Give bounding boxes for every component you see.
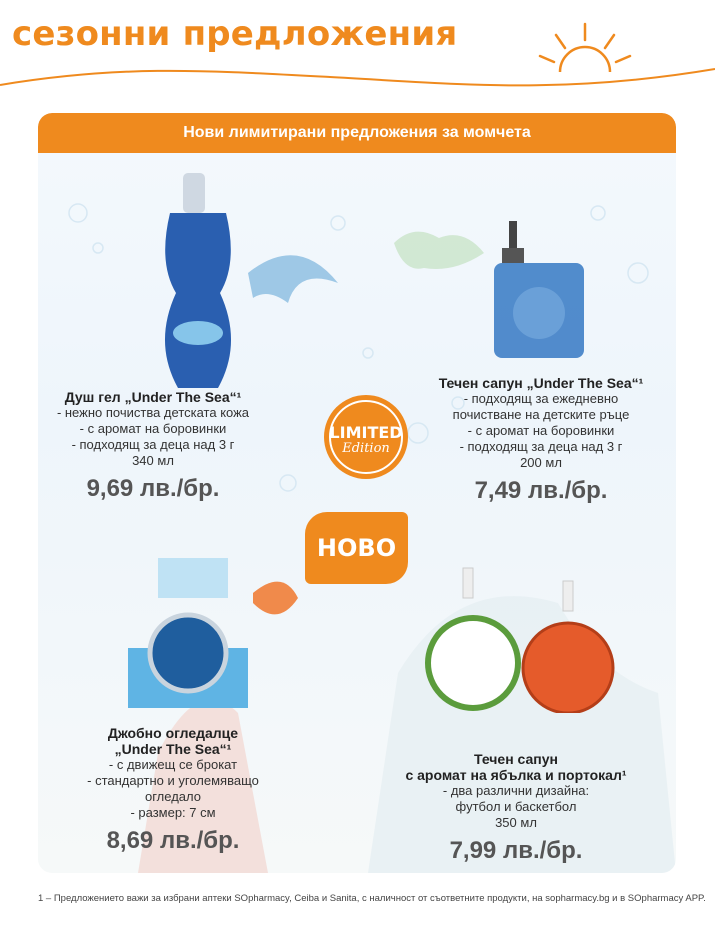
product-desc-line: футбол и баскетбол — [455, 799, 577, 814]
shower-gel-image — [158, 173, 338, 393]
product-desc-line: - подходящ за деца над 3 г — [459, 439, 623, 454]
product-desc-line: - стандартно и уголемяващо — [87, 773, 259, 788]
product-desc-line: - с аромат на боровинки — [467, 423, 615, 438]
product-desc-line: - два различни дизайна: — [442, 783, 590, 798]
product-name: с аромат на ябълка и портокал¹ — [405, 767, 627, 783]
product-pocket-mirror — [63, 725, 283, 855]
product-price: 7,49 лв./бр. — [474, 477, 608, 504]
product-name: Джобно огледалце — [107, 725, 239, 741]
page-title: сезонни предложения — [12, 14, 458, 54]
product-volume: 350 мл — [495, 815, 537, 830]
football-basketball-soap-image — [423, 563, 633, 713]
product-desc-line: - нежно почиства детската кожа — [56, 405, 250, 420]
product-volume: 200 мл — [520, 455, 562, 470]
product-desc-line: - размер: 7 см — [130, 805, 216, 820]
product-liquid-soap — [421, 375, 661, 505]
panel-title: Нови лимитирани предложения за момчета — [38, 113, 676, 153]
product-price: 8,69 лв./бр. — [106, 827, 240, 854]
product-shower-gel — [43, 389, 263, 503]
liquid-soap-image — [394, 203, 614, 373]
product-sports-soap — [376, 751, 656, 865]
product-desc-line: - подходящ за деца над 3 г — [71, 437, 235, 452]
product-desc-line: почистване на детските ръце — [452, 407, 630, 422]
product-volume: 340 мл — [132, 453, 174, 468]
product-name: „Under The Sea“¹ — [114, 741, 232, 757]
limited-edition-badge — [324, 395, 408, 479]
product-price: 7,99 лв./бр. — [449, 837, 583, 864]
pocket-mirror-image — [128, 558, 298, 713]
new-badge: НОВО — [305, 512, 408, 584]
product-price: 9,69 лв./бр. — [86, 475, 220, 502]
wave-line — [0, 55, 715, 100]
badge-limited-text: LIMITED — [329, 423, 403, 442]
badge-edition-text: Edition — [342, 441, 390, 456]
product-desc-line: - подходящ за ежедневно — [463, 391, 619, 406]
product-desc-line: огледало — [145, 789, 201, 804]
product-name: Душ гел „Under The Sea“¹ — [64, 389, 242, 405]
product-desc-line: - с движещ се брокат — [108, 757, 238, 772]
offers-panel — [38, 113, 676, 873]
footnote: 1 – Предложението важи за избрани аптеки SOpharmacy, Ceiba и Sanita, с наличност от съответните продукти, на sopharmacy.bg и в SOpharmacy APP. — [38, 893, 706, 904]
product-name: Течен сапун — [474, 751, 558, 767]
product-name: Течен сапун „Under The Sea“¹ — [438, 375, 644, 391]
product-desc-line: - с аромат на боровинки — [79, 421, 227, 436]
